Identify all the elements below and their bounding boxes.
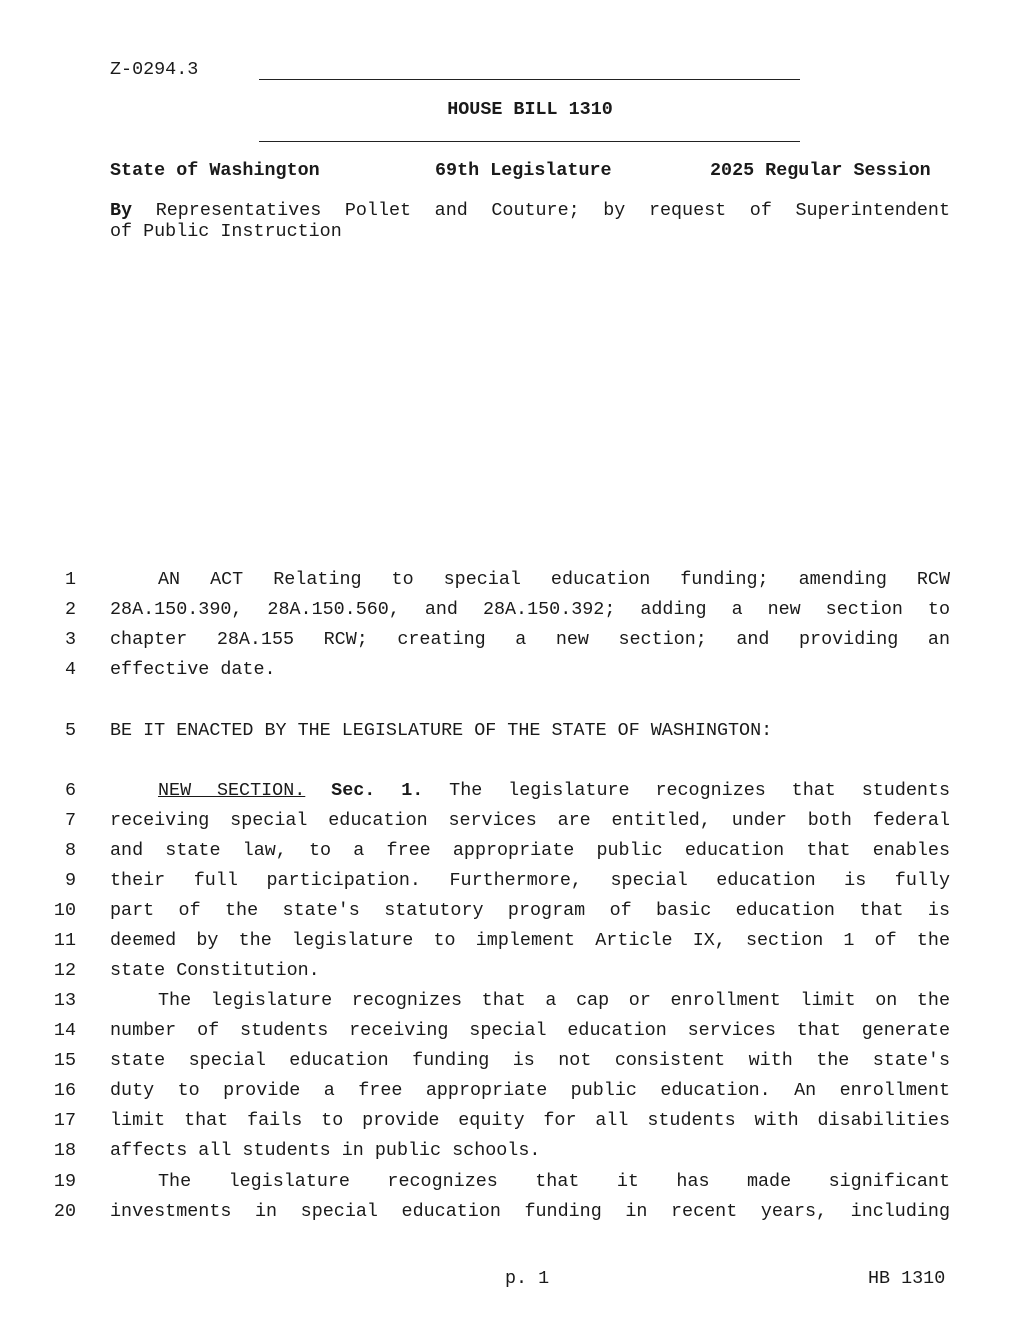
line-number: 14 — [53, 1020, 76, 1041]
line-number: 9 — [64, 870, 76, 891]
bill-title: HOUSE BILL 1310 — [447, 99, 613, 120]
footer-page-number: p. 1 — [505, 1268, 550, 1289]
bill-line: AN ACT Relating to special education funding; amending RCW — [158, 569, 950, 590]
line-number: 10 — [53, 900, 76, 921]
enacting-clause: BE IT ENACTED BY THE LEGISLATURE OF THE STATE OF WASHINGTON: — [110, 720, 773, 741]
line-number: 4 — [64, 659, 76, 680]
bill-line: state Constitution. — [110, 960, 320, 981]
line-number: 15 — [53, 1050, 76, 1071]
line-number: 1 — [64, 569, 76, 590]
section-number: Sec. 1. — [331, 780, 424, 801]
bill-line: investments in special education funding in recent years, including — [110, 1201, 950, 1222]
sponsor-line-2: of Public Instruction — [110, 221, 342, 242]
sponsor-block — [110, 200, 950, 242]
line-number: 19 — [53, 1171, 76, 1192]
bill-line: number of students receiving special education services that generate — [110, 1020, 950, 1041]
bill-line: receiving special education services are entitled, under both federal — [110, 810, 950, 831]
title-rule-bottom — [259, 141, 800, 142]
bill-line-text: The legislature recognizes that students — [449, 780, 950, 801]
header-session: 2025 Regular Session — [710, 160, 931, 181]
bill-line: part of the state's statutory program of basic education that is — [110, 900, 950, 921]
line-number: 8 — [64, 840, 76, 861]
bill-line: The legislature recognizes that a cap or enrollment limit on the — [158, 990, 950, 1011]
line-number: 3 — [64, 629, 76, 650]
title-rule-top — [259, 79, 800, 80]
line-number: 11 — [53, 930, 76, 951]
sponsor-text: Representatives Pollet and Couture; by request of Superintendent — [155, 200, 950, 221]
header-legislature: 69th Legislature — [435, 160, 612, 181]
new-section-label: NEW SECTION. — [158, 780, 306, 801]
bill-line: state special education funding is not consistent with the state's — [110, 1050, 950, 1071]
footer-bill-id: HB 1310 — [868, 1268, 946, 1289]
draft-id: Z-0294.3 — [110, 59, 199, 80]
line-number: 6 — [64, 780, 76, 801]
line-number: 7 — [64, 810, 76, 831]
line-number: 17 — [53, 1110, 76, 1131]
bill-line: limit that fails to provide equity for all students with disabilities — [110, 1110, 950, 1131]
bill-line: effective date. — [110, 659, 276, 680]
line-number: 13 — [53, 990, 76, 1011]
bill-line — [110, 780, 950, 801]
line-number: 12 — [53, 960, 76, 981]
sponsor-line-1 — [110, 200, 950, 221]
header-state: State of Washington — [110, 160, 320, 181]
bill-line: The legislature recognizes that it has made significant — [158, 1171, 950, 1192]
line-number: 20 — [53, 1201, 76, 1222]
bill-line: deemed by the legislature to implement Article IX, section 1 of the — [110, 930, 950, 951]
bill-line: and state law, to a free appropriate public education that enables — [110, 840, 950, 861]
bill-line: chapter 28A.155 RCW; creating a new section; and providing an — [110, 629, 950, 650]
line-number: 16 — [53, 1080, 76, 1101]
bill-line: their full participation. Furthermore, special education is fully — [110, 870, 950, 891]
sponsor-by: By — [110, 200, 133, 221]
bill-line: duty to provide a free appropriate public education. An enrollment — [110, 1080, 950, 1101]
line-number: 5 — [64, 720, 76, 741]
bill-line: affects all students in public schools. — [110, 1140, 541, 1161]
line-number: 2 — [64, 599, 76, 620]
line-number: 18 — [53, 1140, 76, 1161]
bill-line: 28A.150.390, 28A.150.560, and 28A.150.392; adding a new section to — [110, 599, 950, 620]
